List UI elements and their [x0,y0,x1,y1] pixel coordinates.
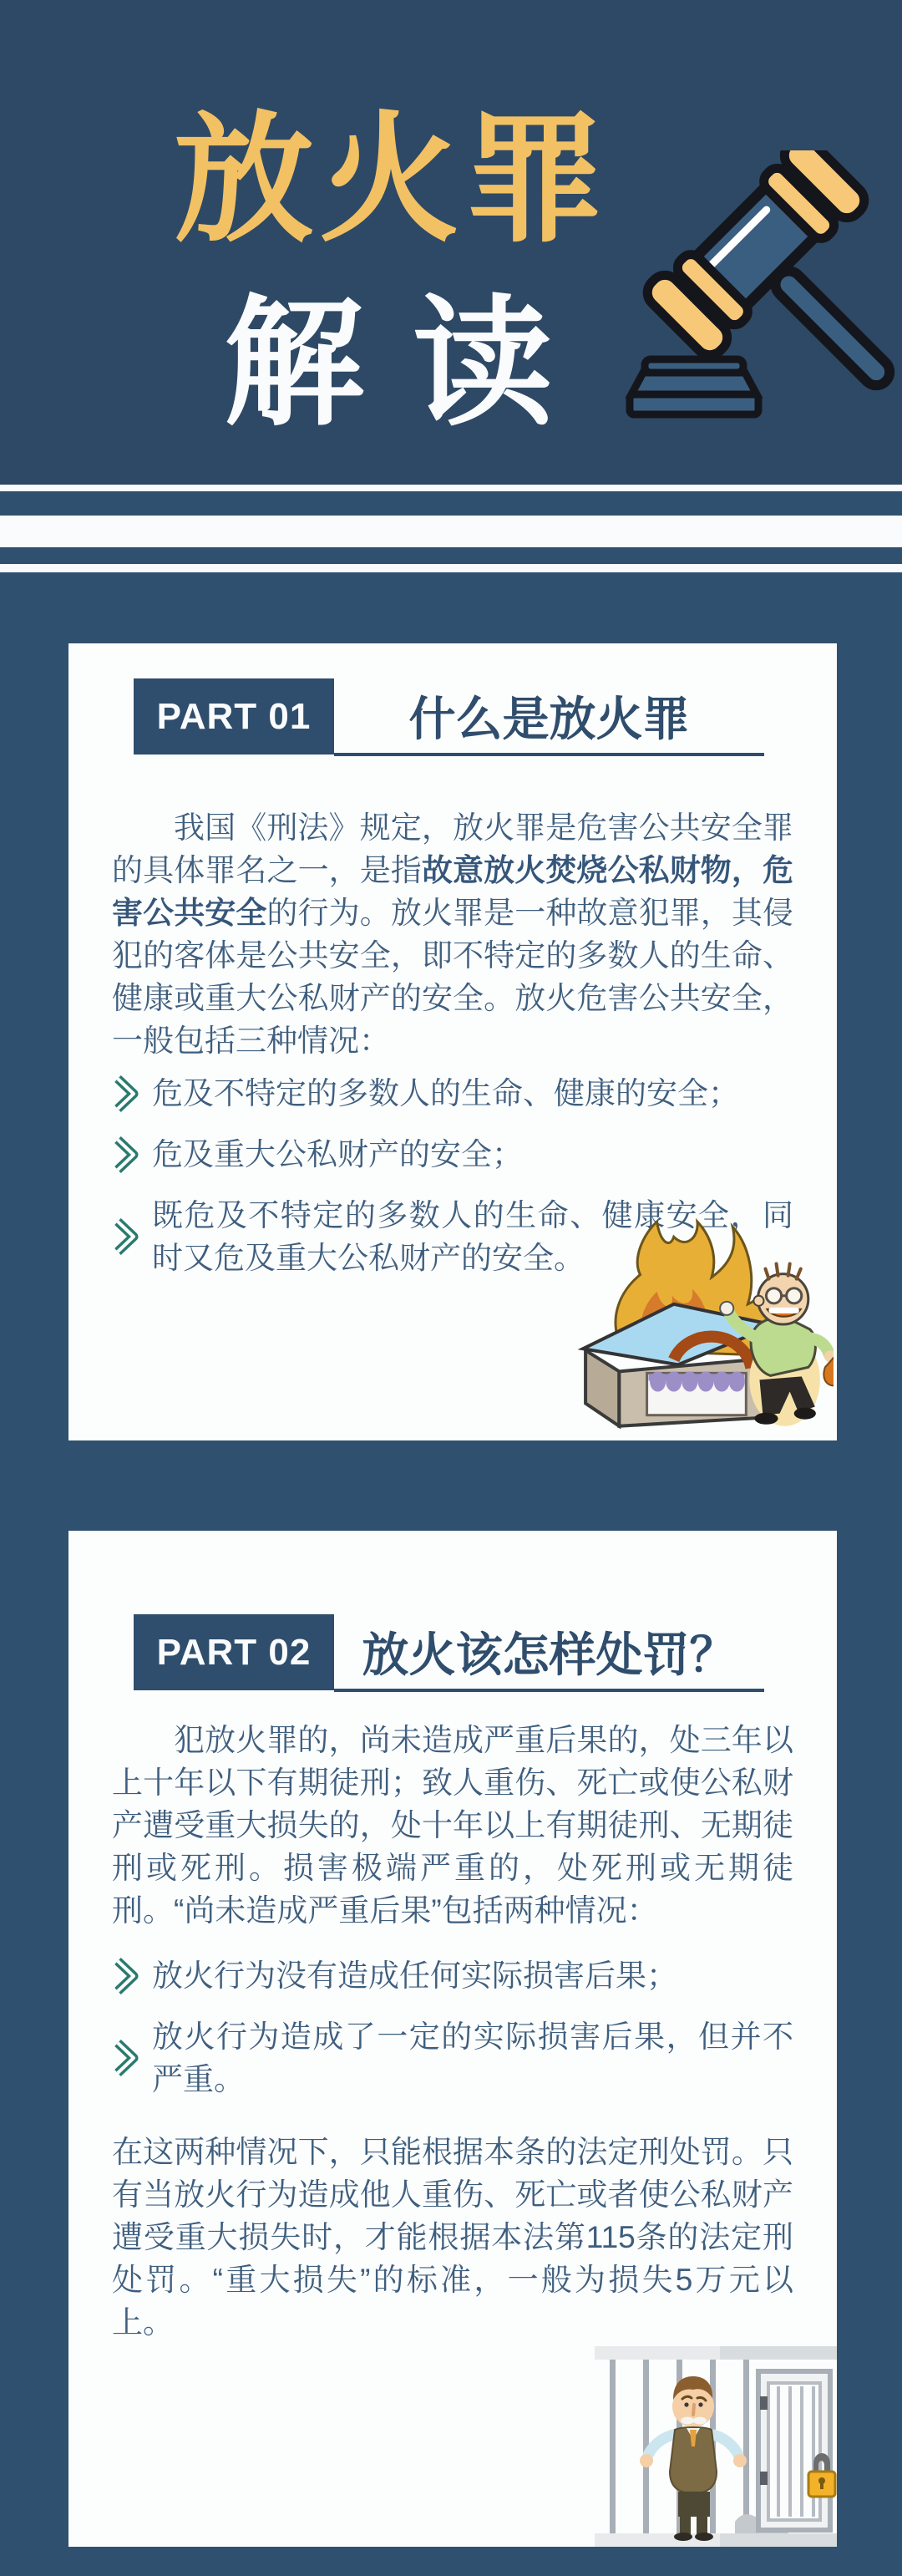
part-02-bullet-list [112,1954,793,2101]
chevron-bullet-icon [112,1217,140,1257]
part-01-body [68,806,837,1279]
divider-stripe-thin-bottom [0,564,902,572]
bullet-text: 放火行为没有造成任何实际损害后果； [152,1959,677,1993]
list-item [112,2015,793,2101]
man-behind-bars-illustration [595,2346,837,2547]
part-02-header [68,1614,837,1692]
section-card-part-01 [68,643,837,1440]
bullet-text: 危及不特定的多数人的生命、健康的安全； [152,1076,739,1110]
part-02-badge [134,1614,334,1690]
part-01-underline [334,753,764,756]
divider-stripe-thin-top [0,485,902,491]
part-02-label: PART 02 [156,1631,312,1673]
part-01-label: PART 01 [156,695,312,737]
part-02-title: 放火该怎样处罚？ [362,1628,737,1681]
part-02-underline [334,1689,764,1692]
bullet-text: 既危及不特定的多数人的生命、健康安全，同时又危及重大公私财产的安全。 [152,1198,793,1275]
part-01-badge [134,678,334,755]
list-item [112,1133,793,1176]
burning-house-arsonist-illustration [573,1212,834,1439]
page-title: 放火罪 [174,96,610,262]
chevron-bullet-icon [112,1135,140,1175]
chevron-bullet-icon [112,1074,140,1114]
page-subtitle: 解读 [224,280,601,445]
gavel-icon [618,150,902,426]
part-01-title: 什么是放火罪 [408,692,690,745]
bullet-text: 危及重大公私财产的安全； [152,1137,523,1171]
divider-stripe-thick [0,516,902,547]
chevron-bullet-icon [112,1956,140,1996]
gavel-base [630,359,758,414]
list-item [112,1954,793,1997]
part-01-header [68,678,837,756]
part-01-paragraph: 我国《刑法》规定，放火罪是危害公共安全罪的具体罪名之一，是指故意放火焚烧公私财物，危害公共安全的行为。放火罪是一种故意犯罪，其侵犯的客体是公共安全，即不特定的多数人的生命、健康或重大公私财产的安全。放火危害公共安全，一般包括三种情况： [112,810,794,1058]
part-02-paragraph-1: 犯放火罪的，尚未造成严重后果的，处三年以上十年以下有期徒刑；致人重伤、死亡或使公私财产遭受重大损失的，处十年以上有期徒刑、无期徒刑或死刑。损害极端严重的，处死刑或无期徒刑。“尚未造成严重后果”包括两种情况： [112,1723,793,1928]
chevron-bullet-icon [112,2038,140,2078]
part-02-body [68,1719,837,2344]
list-item [112,1072,793,1115]
section-card-part-02 [68,1531,837,2547]
part-02-paragraph-2: 在这两种情况下，只能根据本条的法定刑处罚。只有当放火行为造成他人重伤、死亡或者使公私财产遭受重大损失时，才能根据本法第115条的法定刑处罚。“重大损失”的标准，一般为损失5万元以上。 [112,2135,793,2340]
bullet-text: 放火行为造成了一定的实际损害后果，但并不严重。 [152,2020,793,2096]
header-banner [0,0,902,485]
